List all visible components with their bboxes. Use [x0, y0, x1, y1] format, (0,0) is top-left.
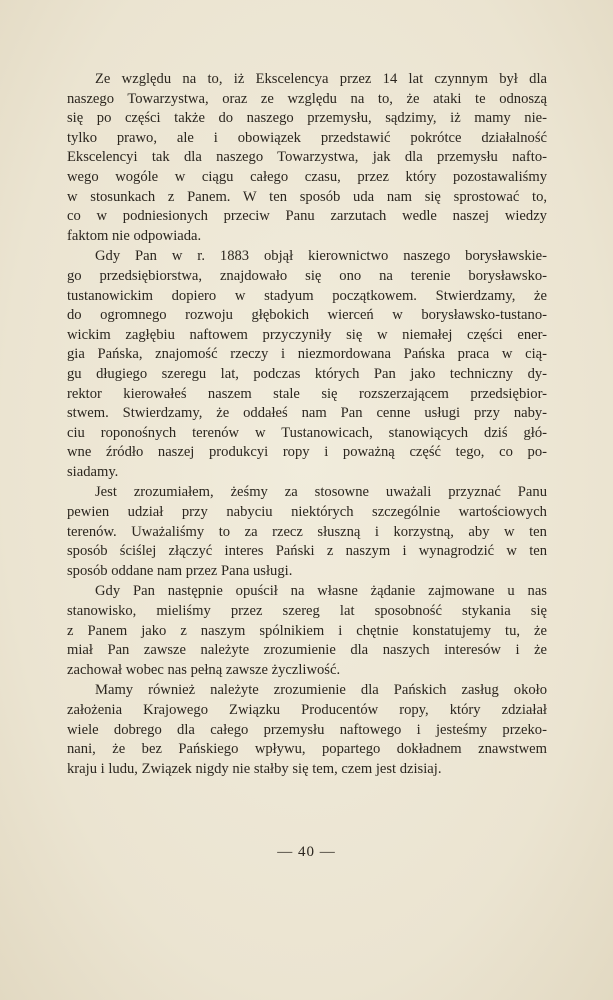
text-line: naszego Towarzystwa, oraz ze względu na to, że ataki te odnoszą: [67, 90, 548, 107]
text-line: sposób ściślej złączyć interes Pański z naszym i wynagrodzić w ten: [67, 543, 548, 560]
text-line: rektor kierowałeś naszem stale się rozszerzającem przedsiębior-: [67, 385, 548, 402]
paragraph-2: [67, 247, 547, 482]
paragraph-5: [67, 681, 547, 779]
text-line: siadamy.: [67, 463, 119, 480]
paragraph-4: [67, 582, 547, 680]
text-line: Ze względu na to, iż Ekscelencya przez 14 lat czynnym był dla: [95, 71, 547, 87]
text-line: co w podniesionych przeciw Panu zarzutach wedle naszej wiedzy: [67, 208, 547, 225]
text-line: Mamy również należyte zrozumienie dla Pańskich zasług około: [95, 682, 548, 699]
text-line: sposób oddane nam przez Pana usługi.: [67, 562, 293, 579]
text-line: gu długiego szeregu lat, podczas których Pan jako techniczny dy-: [67, 365, 548, 382]
text-line: kraju i ludu, Związek nigdy nie stałby się tem, czem jest dzisiaj.: [67, 760, 442, 777]
text-line: wiele dobrego dla całego przemysłu naftowego i jesteśmy przeko-: [67, 721, 547, 738]
text-line: pewien udział przy nabyciu niektórych szczególnie wartościowych: [67, 504, 547, 521]
body-text: [67, 70, 547, 779]
text-line: się po części także do naszego przemysłu, sądzimy, iż mamy nie-: [67, 110, 547, 127]
text-line: stanowisko, mieliśmy przez szereg lat sposobność stykania się: [67, 603, 547, 620]
text-line: tylko prawo, ale i obowiązek przedstawić pokrótce działalność: [67, 129, 548, 146]
paragraph-3: [67, 483, 547, 581]
text-line: wego wogóle w ciągu całego czasu, przez który pozostawaliśmy: [67, 168, 547, 185]
text-line: Jest zrozumiałem, żeśmy za stosowne uważali przyznać Panu: [95, 484, 547, 501]
text-line: nani, że bez Pańskiego wpływu, popartego dokładnem znawstwem: [67, 741, 548, 758]
text-line: założenia Krajowego Związku Producentów ropy, który zdziałał: [67, 702, 547, 718]
paragraph-1: [67, 70, 547, 246]
text-line: z Panem jako z naszym spólnikiem i chętnie konstatujemy tu, że: [67, 622, 548, 639]
page-number: — 40 —: [277, 844, 336, 860]
text-line: wickim zagłębiu naftowem przyczyniły się w niemałej części ener-: [67, 326, 548, 343]
text-line: zachował wobec nas pełną zawsze życzliwość.: [67, 661, 341, 678]
text-line: go przedsiębiorstwa, znajdowało się ono na terenie borysławsko-: [67, 267, 548, 284]
text-line: Gdy Pan w r. 1883 objął kierownictwo naszego borysławskie-: [95, 248, 548, 265]
text-line: ciu roponośnych terenów w Tustanowicach, stanowiących dziś głó-: [67, 424, 547, 441]
text-line: gia Pańska, znajomość rzeczy i niezmordowana Pańska praca w cią-: [67, 346, 547, 363]
text-line: Gdy Pan następnie opuścił na własne żądanie zajmowane u nas: [95, 583, 547, 600]
text-line: tustanowickim dopiero w stadyum początkowem. Stwierdzamy, że: [67, 287, 547, 304]
text-line: Ekscelencyi tak dla naszego Towarzystwa, jak dla przemysłu nafto-: [67, 149, 547, 166]
text-line: w stosunkach z Panem. W ten sposób uda nam się sprostować to,: [67, 188, 548, 205]
text-line: do ogromnego rozwoju głębokich wierceń w borysławsko-tustano-: [67, 307, 547, 324]
text-line: wne źródło naszej produkcyi ropy i poważną część tego, co po-: [67, 444, 547, 461]
text-line: stwem. Stwierdzamy, że oddałeś nam Pan cenne usługi przy naby-: [67, 405, 548, 422]
text-line: faktom nie odpowiada.: [67, 227, 202, 244]
text-line: terenów. Uważaliśmy to za rzecz słuszną i korzystną, aby w ten: [67, 523, 547, 540]
text-line: miał Pan zawsze należyte zrozumienie dla naszych interesów i że: [67, 642, 548, 659]
